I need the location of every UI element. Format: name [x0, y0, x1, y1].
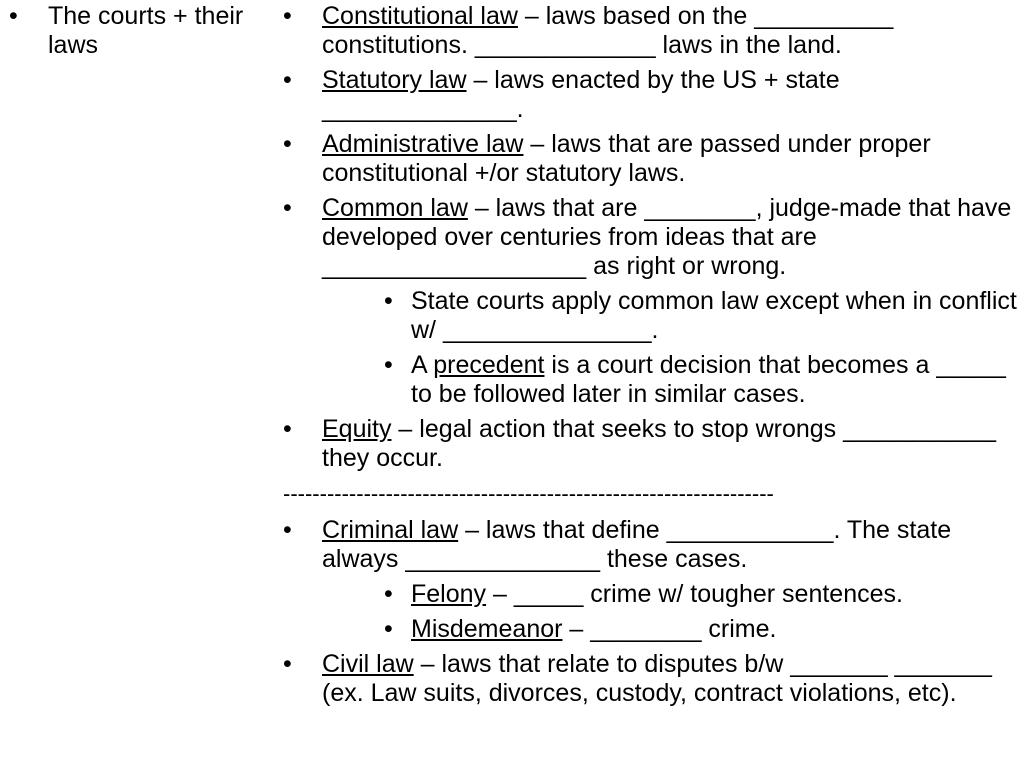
topic-item — [0, 2, 270, 60]
topic-column — [0, 2, 270, 66]
note-text: – legal action that seeks to stop wrongs ___________ they occur. — [322, 415, 997, 472]
notes-list-bottom — [283, 516, 1019, 708]
note-item — [283, 415, 1019, 473]
sub-term: Misdemeanor — [411, 615, 563, 643]
sub-bullet-icon: • — [384, 580, 393, 608]
sub-term: precedent — [433, 351, 545, 379]
sub-item — [283, 351, 1019, 409]
sub-bullet-icon: • — [384, 287, 393, 315]
notes-list-top — [283, 2, 1019, 473]
sub-bullet-icon: • — [384, 351, 393, 379]
topic-label: The courts + their laws — [48, 2, 244, 59]
note-item — [283, 66, 1019, 124]
note-term: Equity — [322, 415, 392, 443]
bullet-icon: • — [283, 516, 292, 544]
bullet-icon: • — [283, 130, 292, 158]
note-term: Statutory law — [322, 66, 467, 94]
bullet-icon: • — [283, 2, 292, 30]
note-term: Criminal law — [322, 516, 459, 544]
sub-item — [283, 615, 1019, 644]
note-item — [283, 130, 1019, 188]
sub-list — [283, 287, 1019, 409]
sub-item — [283, 287, 1019, 345]
note-item — [283, 516, 1019, 574]
sub-text-pre: State courts apply common law except when in conflict w/ _______________. — [411, 287, 1017, 344]
sub-text-post: is a court decision that becomes a _____ to be followed later in similar cases. — [411, 351, 1006, 408]
note-item — [283, 650, 1019, 708]
note-term: Constitutional law — [322, 2, 518, 30]
note-term: Common law — [322, 194, 468, 222]
sub-list — [283, 580, 1019, 644]
note-term: Administrative law — [322, 130, 524, 158]
sub-text-pre: A — [411, 351, 434, 379]
note-term: Civil law — [322, 650, 414, 678]
note-item — [283, 2, 1019, 60]
bullet-icon: • — [283, 194, 292, 222]
sub-text-post: – ________ crime. — [562, 615, 777, 643]
sub-term: Felony — [411, 580, 487, 608]
sub-bullet-icon: • — [384, 615, 393, 643]
bullet-icon: • — [283, 66, 292, 94]
topic-list — [0, 2, 270, 60]
note-text: – laws based on the __________ constitutions. _____________ laws in the land. — [322, 2, 894, 59]
note-text: – laws that define ____________. The state always ______________ these cases. — [322, 516, 952, 573]
note-text: – laws that relate to disputes b/w _______ _______ (ex. Law suits, divorces, custody, contract violations, etc). — [322, 650, 992, 707]
notes-column — [283, 2, 1019, 714]
bullet-icon: • — [283, 650, 292, 678]
note-text: – laws that are ________, judge-made that have developed over centuries from ideas that are ___________________ as right or wrong. — [322, 194, 1012, 280]
note-text: – laws enacted by the US + state ______________. — [322, 66, 840, 123]
section-separator: ------------------------------------------------------------------- — [283, 481, 774, 506]
note-item — [283, 194, 1019, 281]
bullet-icon: • — [283, 415, 292, 443]
sub-text-post: – _____ crime w/ tougher sentences. — [486, 580, 903, 608]
note-text: – laws that are passed under proper constitutional +/or statutory laws. — [322, 130, 931, 187]
sub-item — [283, 580, 1019, 609]
bullet-icon: • — [9, 2, 18, 30]
